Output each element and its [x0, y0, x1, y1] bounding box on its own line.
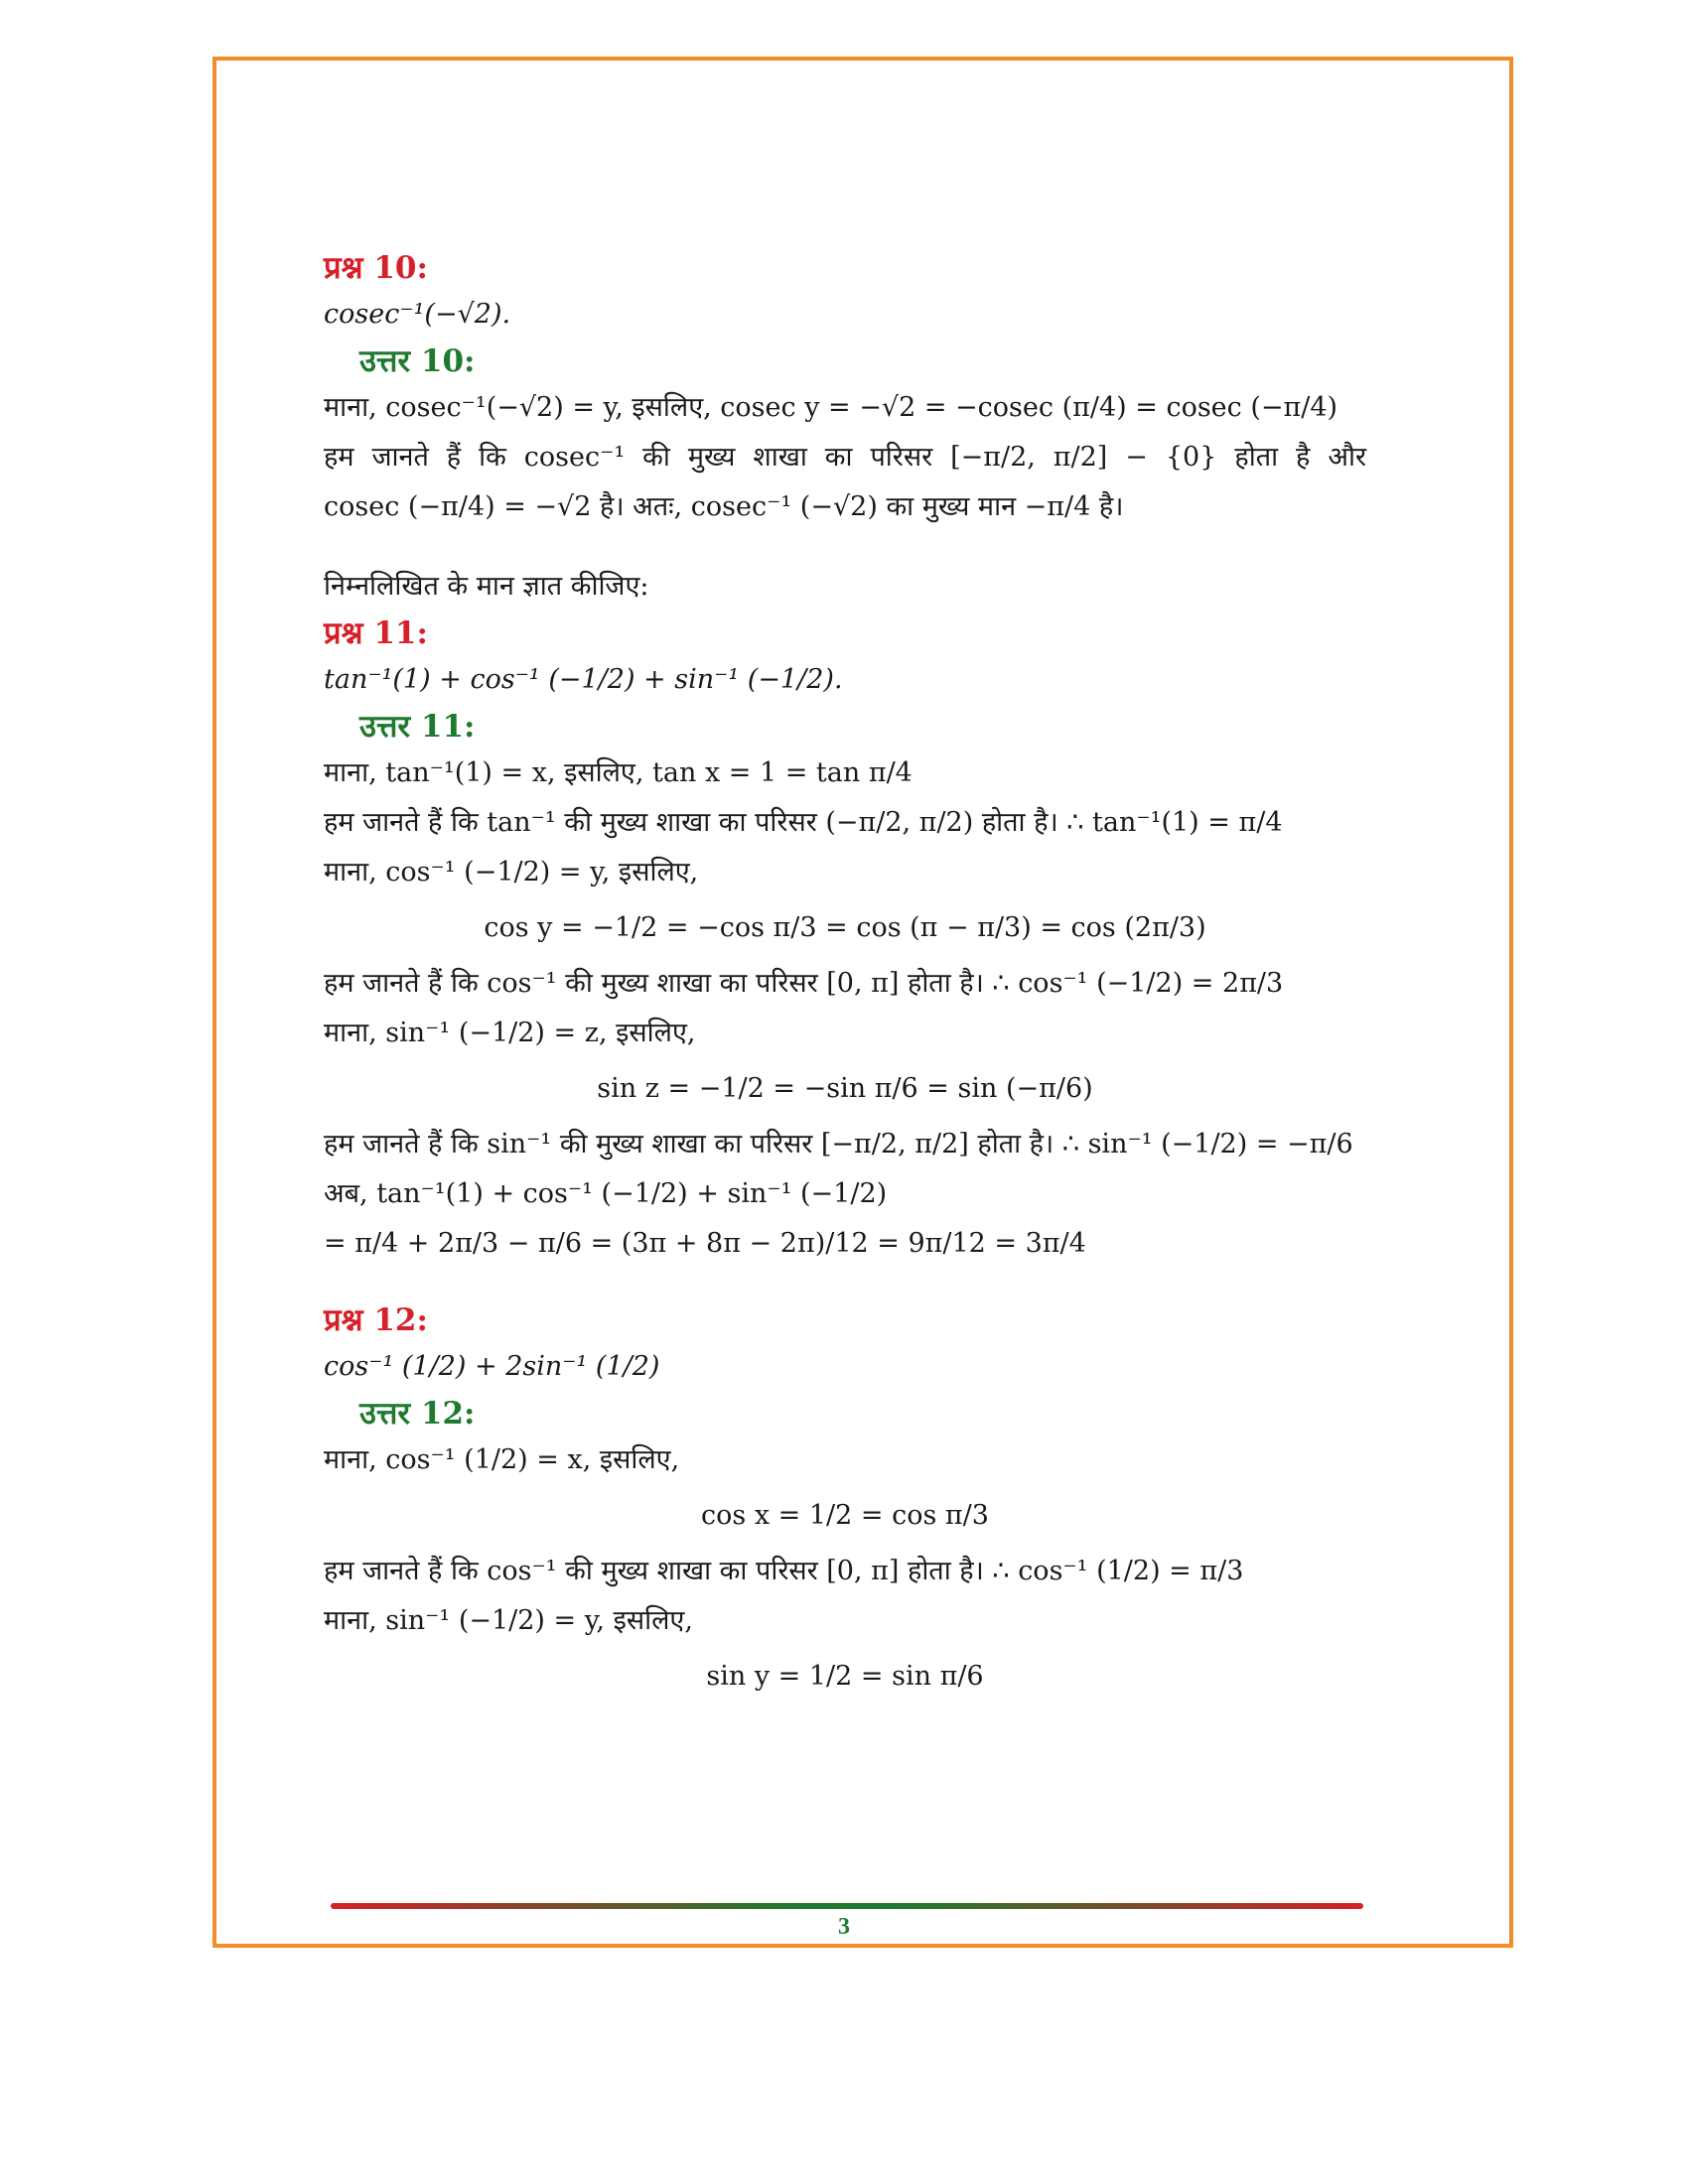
answer-line: = π/4 + 2π/3 − π/6 = (3π + 8π − 2π)/12 = 9π/12 = 3π/4 — [324, 1228, 1086, 1259]
answer-line: हम जानते हैं कि cosec⁻¹ की मुख्य शाखा का परिसर [−π/2, π/2] − {0} होता है और — [324, 442, 1366, 473]
answer-line: हम जानते हैं कि cos⁻¹ की मुख्य शाखा का परिसर [0, π] होता है। ∴ cos⁻¹ (−1/2) = 2π/3 — [324, 968, 1284, 999]
answer-line: माना, cosec⁻¹(−√2) = y, इसलिए, cosec y = −√2 = −cosec (π/4) = cosec (−π/4) — [324, 392, 1338, 423]
page-number: 3 — [838, 1914, 850, 1940]
section-intro: निम्नलिखित के मान ज्ञात कीजिए: — [324, 571, 649, 602]
question-text: cosec⁻¹(−√2). — [324, 299, 511, 330]
question-heading: प्रश्न 11: — [324, 615, 428, 651]
answer-line: माना, sin⁻¹ (−1/2) = y, इसलिए, — [324, 1605, 693, 1636]
centered-equation: cos y = −1/2 = −cos π/3 = cos (π − π/3) = cos (2π/3) — [484, 912, 1206, 943]
question-heading: प्रश्न 10: — [324, 250, 428, 286]
answer-line: माना, cos⁻¹ (−1/2) = y, इसलिए, — [324, 857, 699, 887]
answer-line: cosec (−π/4) = −√2 है। अतः, cosec⁻¹ (−√2) का मुख्य मान −π/4 है। — [324, 491, 1124, 522]
answer-heading: उत्तर 10: — [359, 343, 476, 379]
question-heading: प्रश्न 12: — [324, 1302, 428, 1338]
answer-line: हम जानते हैं कि tan⁻¹ की मुख्य शाखा का परिसर (−π/2, π/2) होता है। ∴ tan⁻¹(1) = π/4 — [324, 807, 1283, 838]
answer-line: माना, cos⁻¹ (1/2) = x, इसलिए, — [324, 1444, 680, 1475]
answer-heading: उत्तर 12: — [359, 1396, 476, 1432]
page-content — [324, 246, 1366, 1707]
answer-line: अब, tan⁻¹(1) + cos⁻¹ (−1/2) + sin⁻¹ (−1/2) — [324, 1178, 888, 1209]
question-text: cos⁻¹ (1/2) + 2sin⁻¹ (1/2) — [324, 1351, 660, 1382]
question-12 — [324, 1298, 1366, 1707]
answer-line: माना, sin⁻¹ (−1/2) = z, इसलिए, — [324, 1018, 696, 1048]
centered-equation: cos x = 1/2 = cos π/3 — [701, 1500, 989, 1531]
centered-equation: sin z = −1/2 = −sin π/6 = sin (−π/6) — [597, 1073, 1093, 1104]
question-10 — [324, 246, 1366, 532]
question-text: tan⁻¹(1) + cos⁻¹ (−1/2) + sin⁻¹ (−1/2). — [324, 664, 843, 695]
answer-line: हम जानते हैं कि sin⁻¹ की मुख्य शाखा का परिसर [−π/2, π/2] होता है। ∴ sin⁻¹ (−1/2) = −π/6 — [324, 1129, 1353, 1160]
centered-equation: sin y = 1/2 = sin π/6 — [706, 1661, 984, 1692]
footer-divider — [331, 1903, 1363, 1909]
answer-line: हम जानते हैं कि cos⁻¹ की मुख्य शाखा का परिसर [0, π] होता है। ∴ cos⁻¹ (1/2) = π/3 — [324, 1556, 1244, 1586]
answer-heading: उत्तर 11: — [359, 709, 476, 745]
answer-line: माना, tan⁻¹(1) = x, इसलिए, tan x = 1 = tan π/4 — [324, 757, 913, 788]
question-11 — [324, 612, 1366, 1269]
